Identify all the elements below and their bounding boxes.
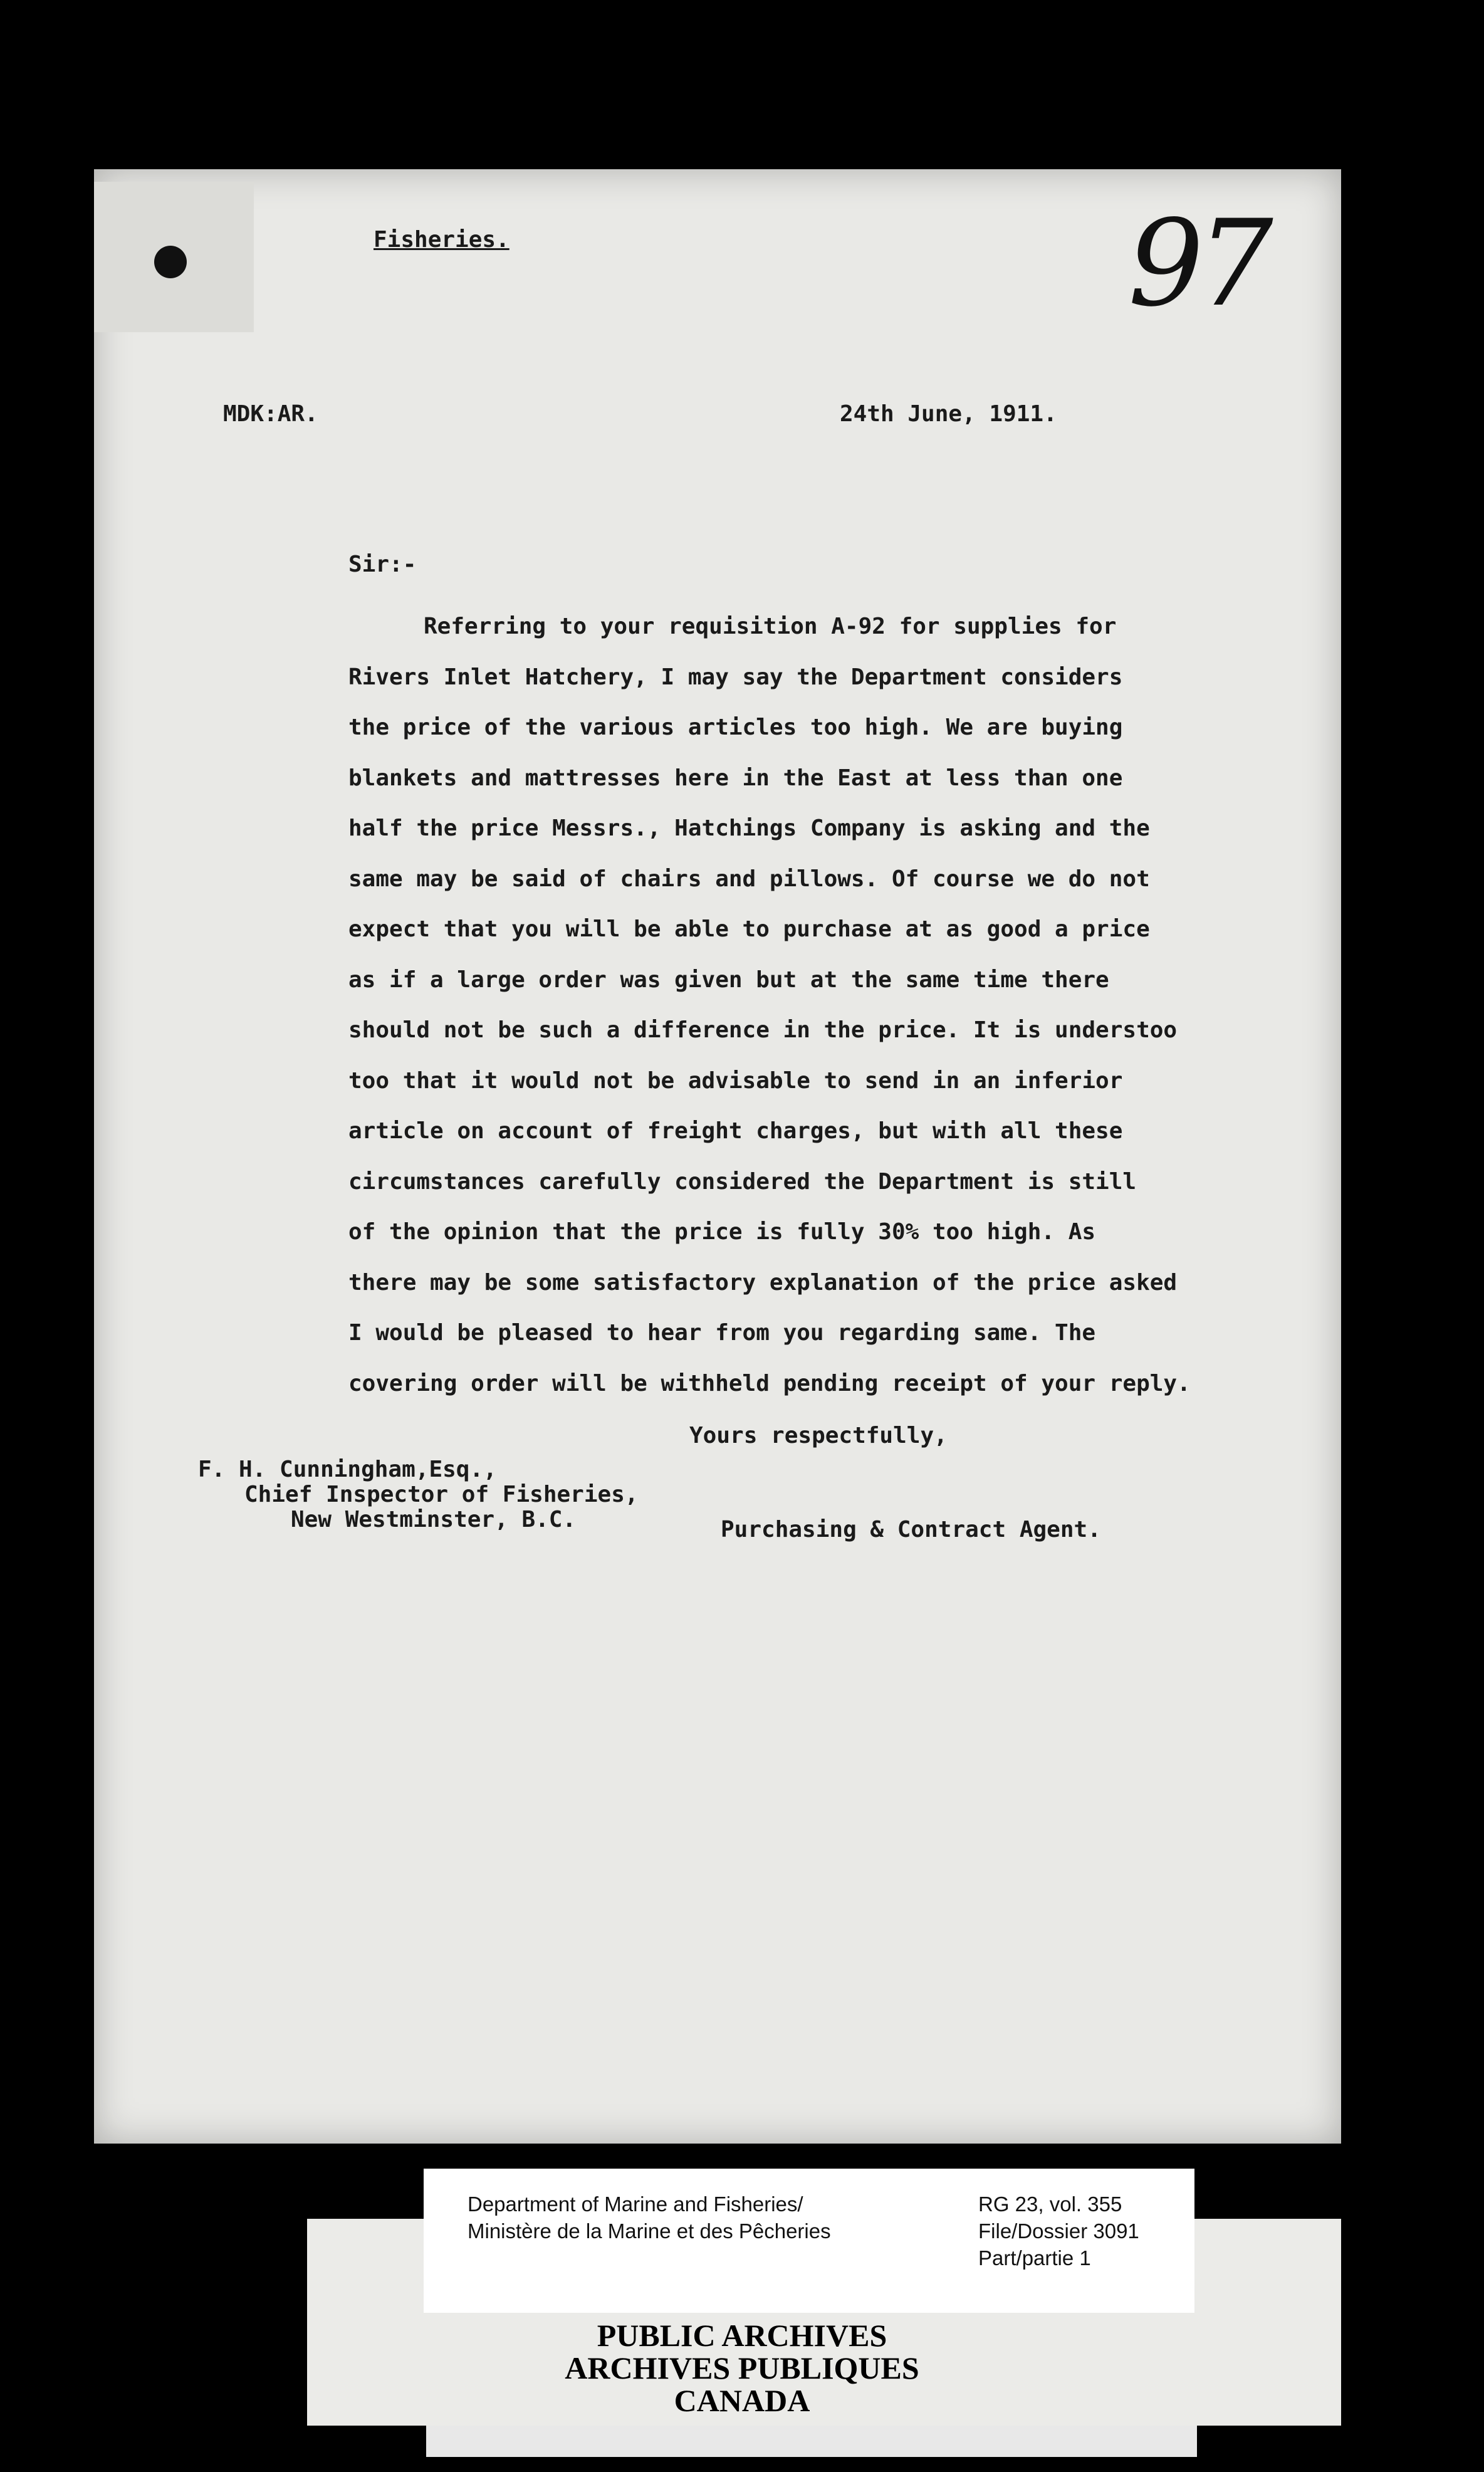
department-english: Department of Marine and Fisheries/ xyxy=(468,2192,803,2216)
body-line: there may be some satisfactory explanation of the price asked xyxy=(348,1269,1178,1296)
recipient-name: F. H. Cunningham,Esq., xyxy=(198,1457,497,1482)
body-line: Rivers Inlet Hatchery, I may say the Department considers xyxy=(348,664,1123,690)
recipient-title: Chief Inspector of Fisheries, xyxy=(244,1482,639,1507)
body-line: too that it would not be advisable to send in an inferior xyxy=(348,1067,1123,1094)
folio-number: 97 xyxy=(1128,194,1267,333)
stamp-line-english: PUBLIC ARCHIVES xyxy=(597,2318,887,2353)
letter-body xyxy=(348,602,1326,1409)
file-number: File/Dossier 3091 xyxy=(978,2219,1139,2243)
letter-closing: Yours respectfully, xyxy=(689,1423,948,1448)
bottom-strip xyxy=(426,2426,1197,2457)
body-line: same may be said of chairs and pillows. Of course we do not xyxy=(348,866,1150,892)
reference-initials: MDK:AR. xyxy=(223,401,318,427)
body-line: of the opinion that the price is fully 30% too high. As xyxy=(348,1219,1096,1245)
signer-title: Purchasing & Contract Agent. xyxy=(721,1517,1101,1542)
stamp-line-french: ARCHIVES PUBLIQUES xyxy=(565,2350,919,2386)
recipient-location: New Westminster, B.C. xyxy=(291,1507,577,1532)
body-line: should not be such a difference in the price. It is understoo xyxy=(348,1017,1178,1043)
letter-header: Fisheries. xyxy=(374,227,509,253)
body-line: article on account of freight charges, but with all these xyxy=(348,1118,1123,1144)
body-line: Referring to your requisition A-92 for supplies for xyxy=(424,614,1117,639)
body-line: half the price Messrs., Hatchings Company is asking and the xyxy=(348,815,1150,841)
label-department xyxy=(468,2191,831,2244)
recipient-address xyxy=(198,1457,639,1532)
body-line: covering order will be withheld pending receipt of your reply. xyxy=(348,1370,1191,1396)
salutation: Sir:- xyxy=(348,552,417,577)
archive-label xyxy=(424,2169,1194,2313)
body-line: expect that you will be able to purchase at as good a price xyxy=(348,916,1150,942)
department-french: Ministère de la Marine et des Pêcheries xyxy=(468,2219,831,2243)
part-number: Part/partie 1 xyxy=(978,2246,1091,2270)
body-line: the price of the various articles too high. We are buying xyxy=(348,715,1123,740)
letter-date: 24th June, 1911. xyxy=(840,401,1057,427)
stamp-line-country: CANADA xyxy=(674,2383,810,2418)
archives-stamp xyxy=(0,2319,1484,2417)
body-line: as if a large order was given but at the same time there xyxy=(348,966,1109,993)
letter-page xyxy=(94,169,1341,2144)
punch-hole xyxy=(154,246,187,278)
body-line: blankets and mattresses here in the East at less than one xyxy=(348,765,1123,791)
label-reference xyxy=(978,2191,1139,2271)
body-line: circumstances carefully considered the Department is still xyxy=(348,1168,1137,1195)
body-line: I would be pleased to hear from you regarding same. The xyxy=(348,1320,1096,1346)
record-group: RG 23, vol. 355 xyxy=(978,2192,1122,2216)
